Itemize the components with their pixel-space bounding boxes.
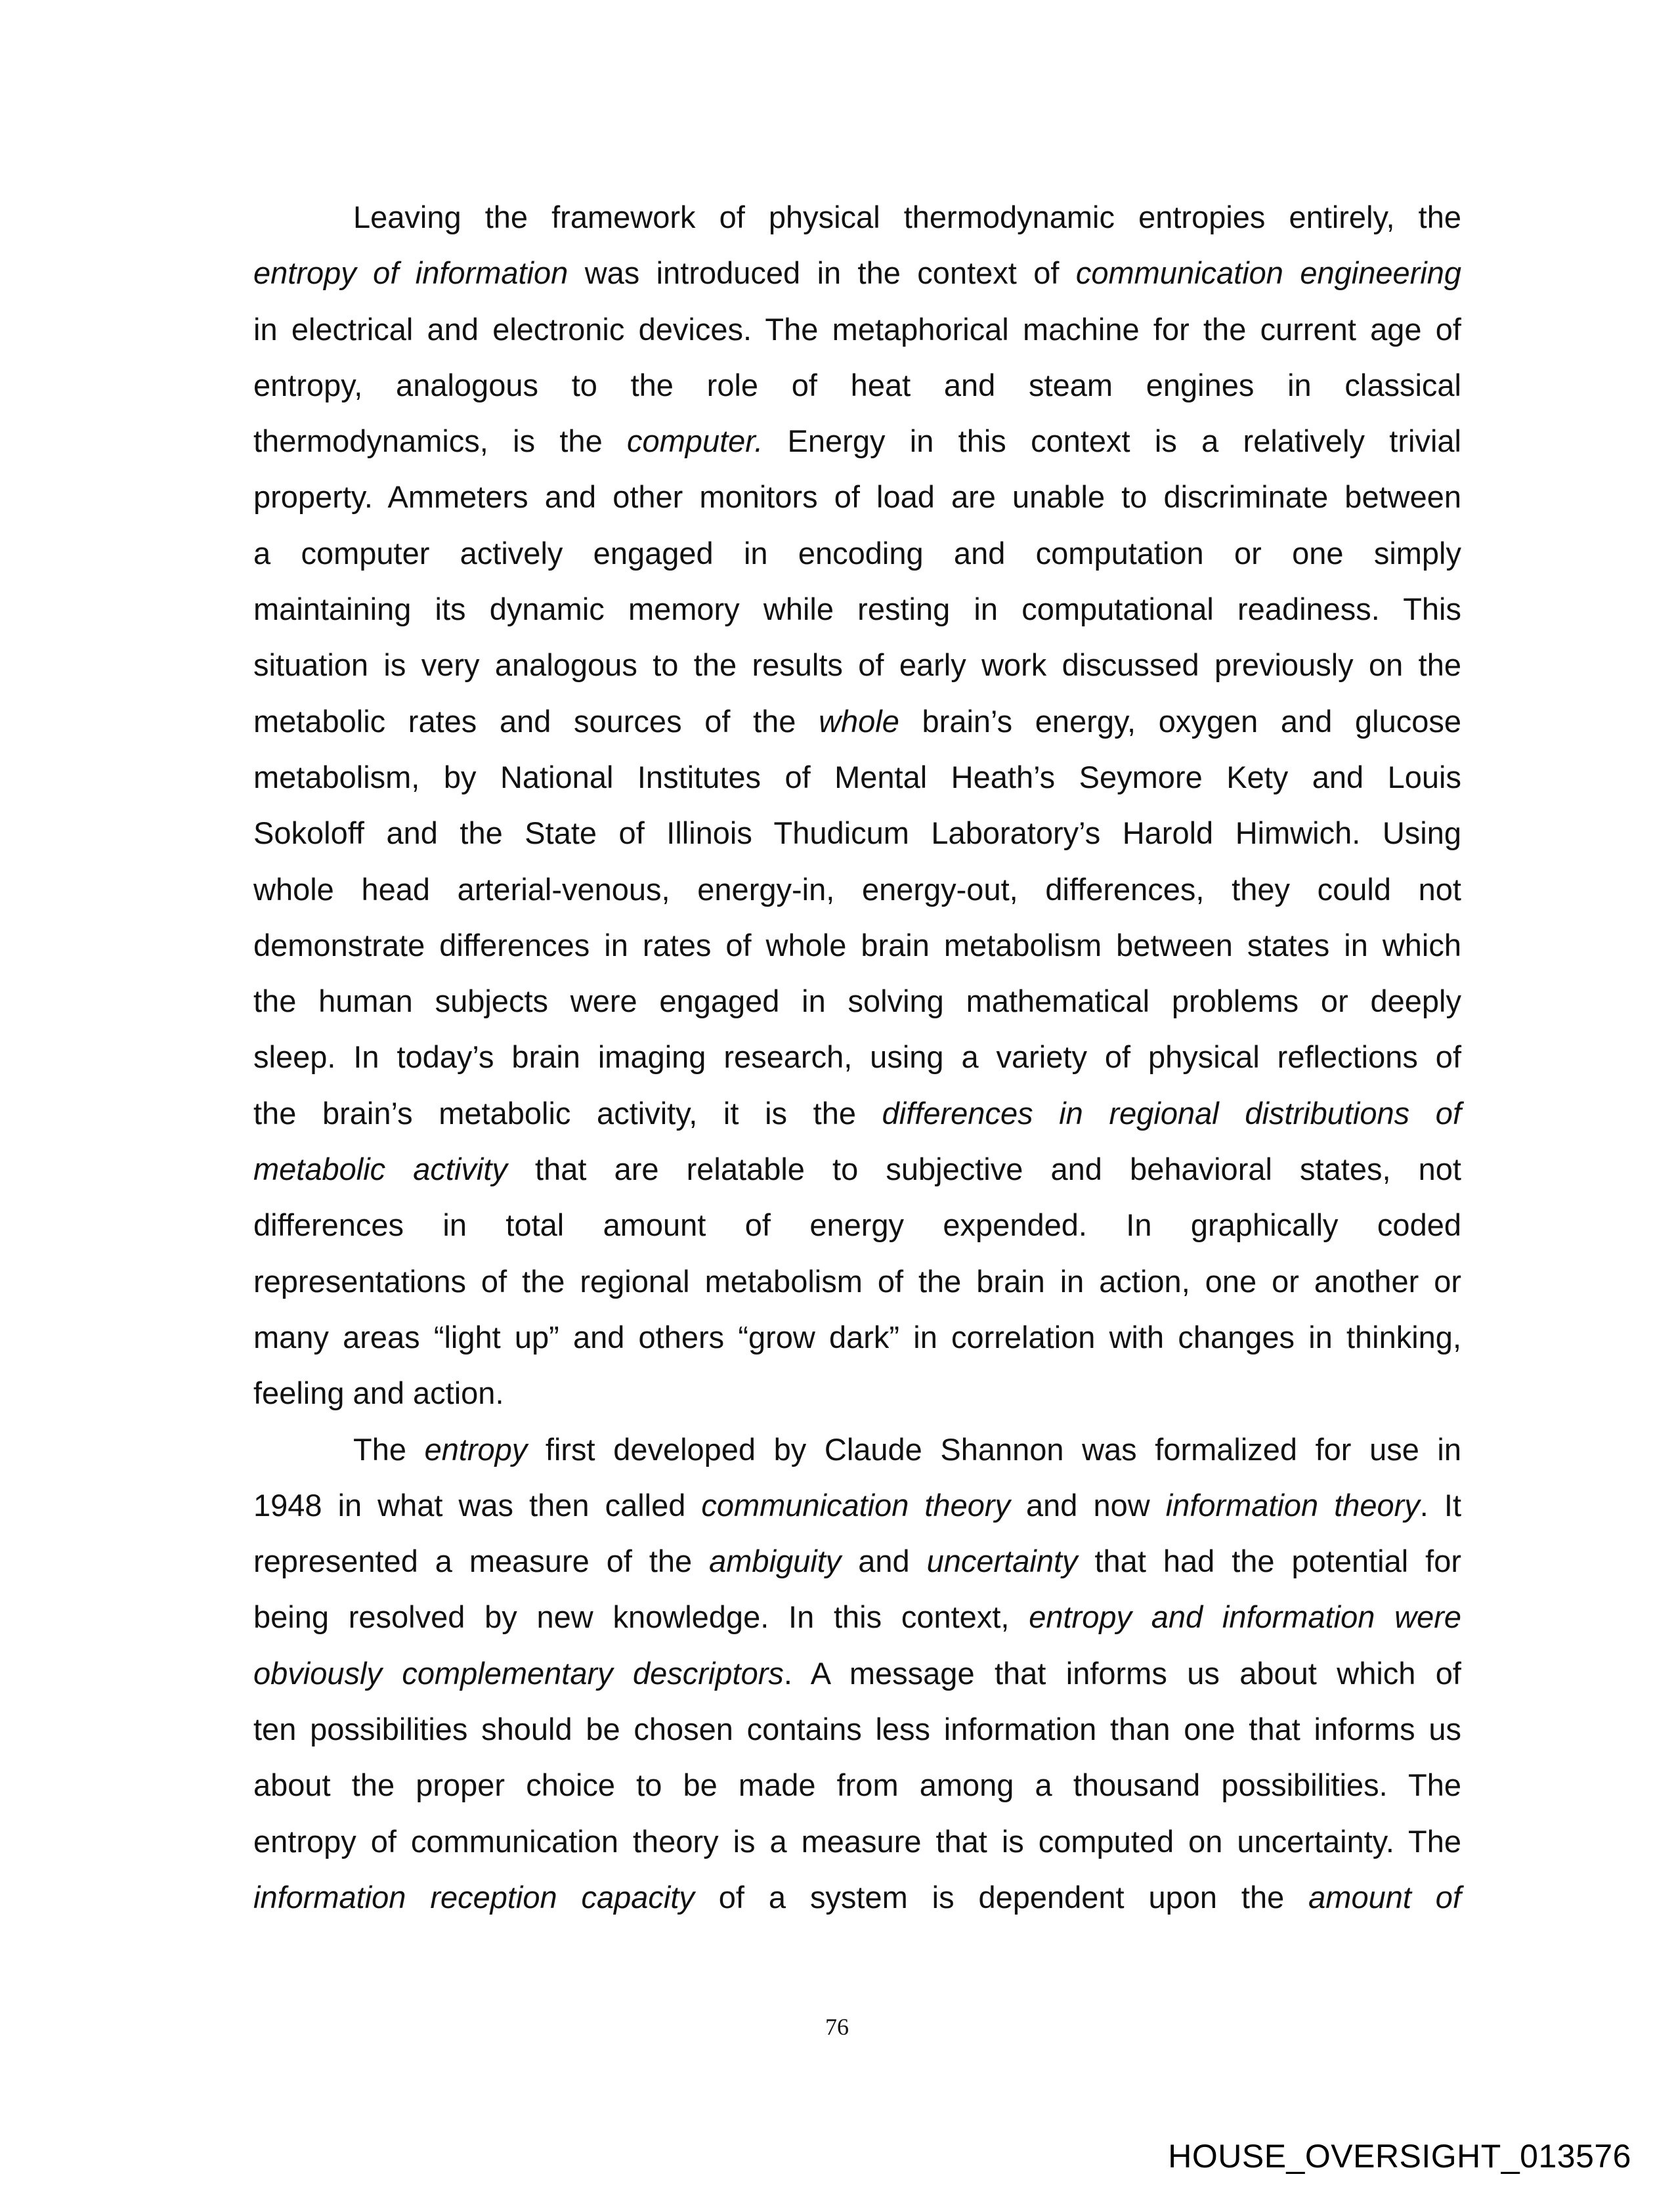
text-line: [253, 1253, 1461, 1309]
text-run: in electrical and electronic devices. The metaphorical machine for the current age of: [253, 311, 1461, 347]
italic-text: amount of: [1308, 1879, 1461, 1915]
italic-text: computer.: [627, 423, 763, 459]
text-run: and: [841, 1544, 927, 1579]
text-run: about the proper choice to be made from among a thousand possibilities. The: [253, 1767, 1461, 1803]
text-run: . A message that informs us about which of: [783, 1655, 1461, 1691]
text-run: demonstrate differences in rates of whole brain metabolism between states in which: [253, 927, 1461, 963]
italic-text: metabolic activity: [253, 1152, 507, 1187]
italic-text: differences in regional distributions of: [882, 1095, 1461, 1131]
text-line: [253, 693, 1461, 749]
text-run: property. Ammeters and other monitors of load are unable to discriminate between: [253, 479, 1461, 515]
italic-text: ambiguity: [709, 1544, 842, 1579]
text-run: of a system is dependent upon the: [694, 1879, 1309, 1915]
body-text: [253, 189, 1461, 1925]
text-line: [253, 469, 1461, 525]
italic-text: communication engineering: [1075, 255, 1461, 291]
text-run: representations of the regional metabolism of the brain in action, one or another or: [253, 1263, 1461, 1299]
paragraph: [253, 1421, 1461, 1926]
text-line: [253, 805, 1461, 861]
text-line: [253, 1365, 1461, 1421]
text-run: The: [353, 1431, 425, 1467]
text-line: [253, 1197, 1461, 1253]
text-run: maintaining its dynamic memory while resting in computational readiness. This: [253, 592, 1461, 627]
text-run: that are relatable to subjective and behavioral states, not: [507, 1152, 1461, 1187]
text-run: Sokoloff and the State of Illinois Thudicum Laboratory’s Harold Himwich. Using: [253, 815, 1461, 851]
text-run: feeling and action.: [253, 1376, 504, 1411]
text-line: [253, 1813, 1461, 1869]
text-run: was introduced in the context of: [568, 255, 1076, 291]
text-run: that had the potential for: [1077, 1544, 1461, 1579]
text-line: [253, 1477, 1461, 1533]
italic-text: entropy of information: [253, 255, 569, 291]
italic-text: whole: [819, 703, 899, 739]
text-line: [253, 637, 1461, 693]
text-line: [253, 749, 1461, 805]
text-run: differences in total amount of energy expended. In graphically coded: [253, 1207, 1461, 1243]
italic-text: information theory: [1165, 1487, 1420, 1523]
text-run: entropy, analogous to the role of heat and steam engines in classical: [253, 367, 1461, 402]
text-line: [253, 1309, 1461, 1365]
text-run: thermodynamics, is the: [253, 423, 628, 459]
italic-text: information reception capacity: [253, 1879, 695, 1915]
text-run: a computer actively engaged in encoding and computation or one simply: [253, 535, 1461, 571]
page-number: 76: [825, 2014, 849, 2040]
text-line: [253, 1533, 1461, 1589]
text-line: [253, 581, 1461, 637]
text-run: . It: [1419, 1487, 1462, 1523]
text-line: [253, 1589, 1461, 1645]
text-line: [253, 861, 1461, 917]
text-run: Energy in this context is a relatively trivial: [763, 423, 1461, 459]
text-run: ten possibilities should be chosen contains less information than one that informs us: [253, 1712, 1461, 1747]
text-run: Leaving the framework of physical thermodynamic entropies entirely, the: [353, 200, 1461, 234]
text-run: represented a measure of the: [253, 1544, 710, 1579]
text-run: 1948 in what was then called: [253, 1487, 702, 1523]
text-run: metabolic rates and sources of the: [253, 703, 819, 739]
text-line: [253, 973, 1461, 1029]
text-line: [253, 1029, 1461, 1085]
text-line: [253, 1757, 1461, 1813]
text-run: many areas “light up” and others “grow dark” in correlation with changes in thinking,: [253, 1319, 1461, 1355]
text-line: [253, 245, 1461, 301]
text-run: sleep. In today’s brain imaging research, using a variety of physical reflections of: [253, 1039, 1461, 1075]
text-line: [253, 1645, 1461, 1701]
text-line: [253, 1701, 1461, 1757]
text-run: and now: [1010, 1487, 1166, 1523]
text-run: the human subjects were engaged in solving mathematical problems or deeply: [253, 984, 1461, 1019]
text-run: first developed by Claude Shannon was formalized for use in: [527, 1431, 1462, 1467]
text-run: metabolism, by National Institutes of Mental Heath’s Seymore Kety and Louis: [253, 759, 1461, 794]
text-line: [253, 1869, 1461, 1925]
italic-text: communication theory: [701, 1487, 1010, 1523]
text-run: entropy of communication theory is a measure that is computed on uncertainty. The: [253, 1823, 1461, 1859]
text-line: [253, 917, 1461, 973]
text-line: [253, 357, 1461, 413]
text-line: [253, 1421, 1461, 1477]
italic-text: entropy and information were: [1029, 1599, 1461, 1635]
text-run: the brain’s metabolic activity, it is the: [253, 1095, 882, 1131]
paragraph: [253, 189, 1461, 1421]
text-run: situation is very analogous to the results of early work discussed previously on the: [253, 647, 1461, 683]
text-line: [253, 413, 1461, 469]
text-run: brain’s energy, oxygen and glucose: [899, 703, 1461, 739]
italic-text: uncertainty: [926, 1544, 1078, 1579]
text-line: [253, 1141, 1461, 1197]
text-line: [253, 525, 1461, 581]
text-run: whole head arterial-venous, energy-in, energy-out, differences, they could not: [253, 871, 1461, 907]
italic-text: obviously complementary descriptors: [253, 1655, 784, 1691]
text-run: being resolved by new knowledge. In this context,: [253, 1599, 1029, 1635]
text-line: [253, 1085, 1461, 1141]
text-line: [253, 301, 1461, 357]
bates-number: HOUSE_OVERSIGHT_013576: [1168, 2138, 1631, 2175]
italic-text: entropy: [424, 1431, 528, 1467]
text-line: [253, 189, 1461, 245]
